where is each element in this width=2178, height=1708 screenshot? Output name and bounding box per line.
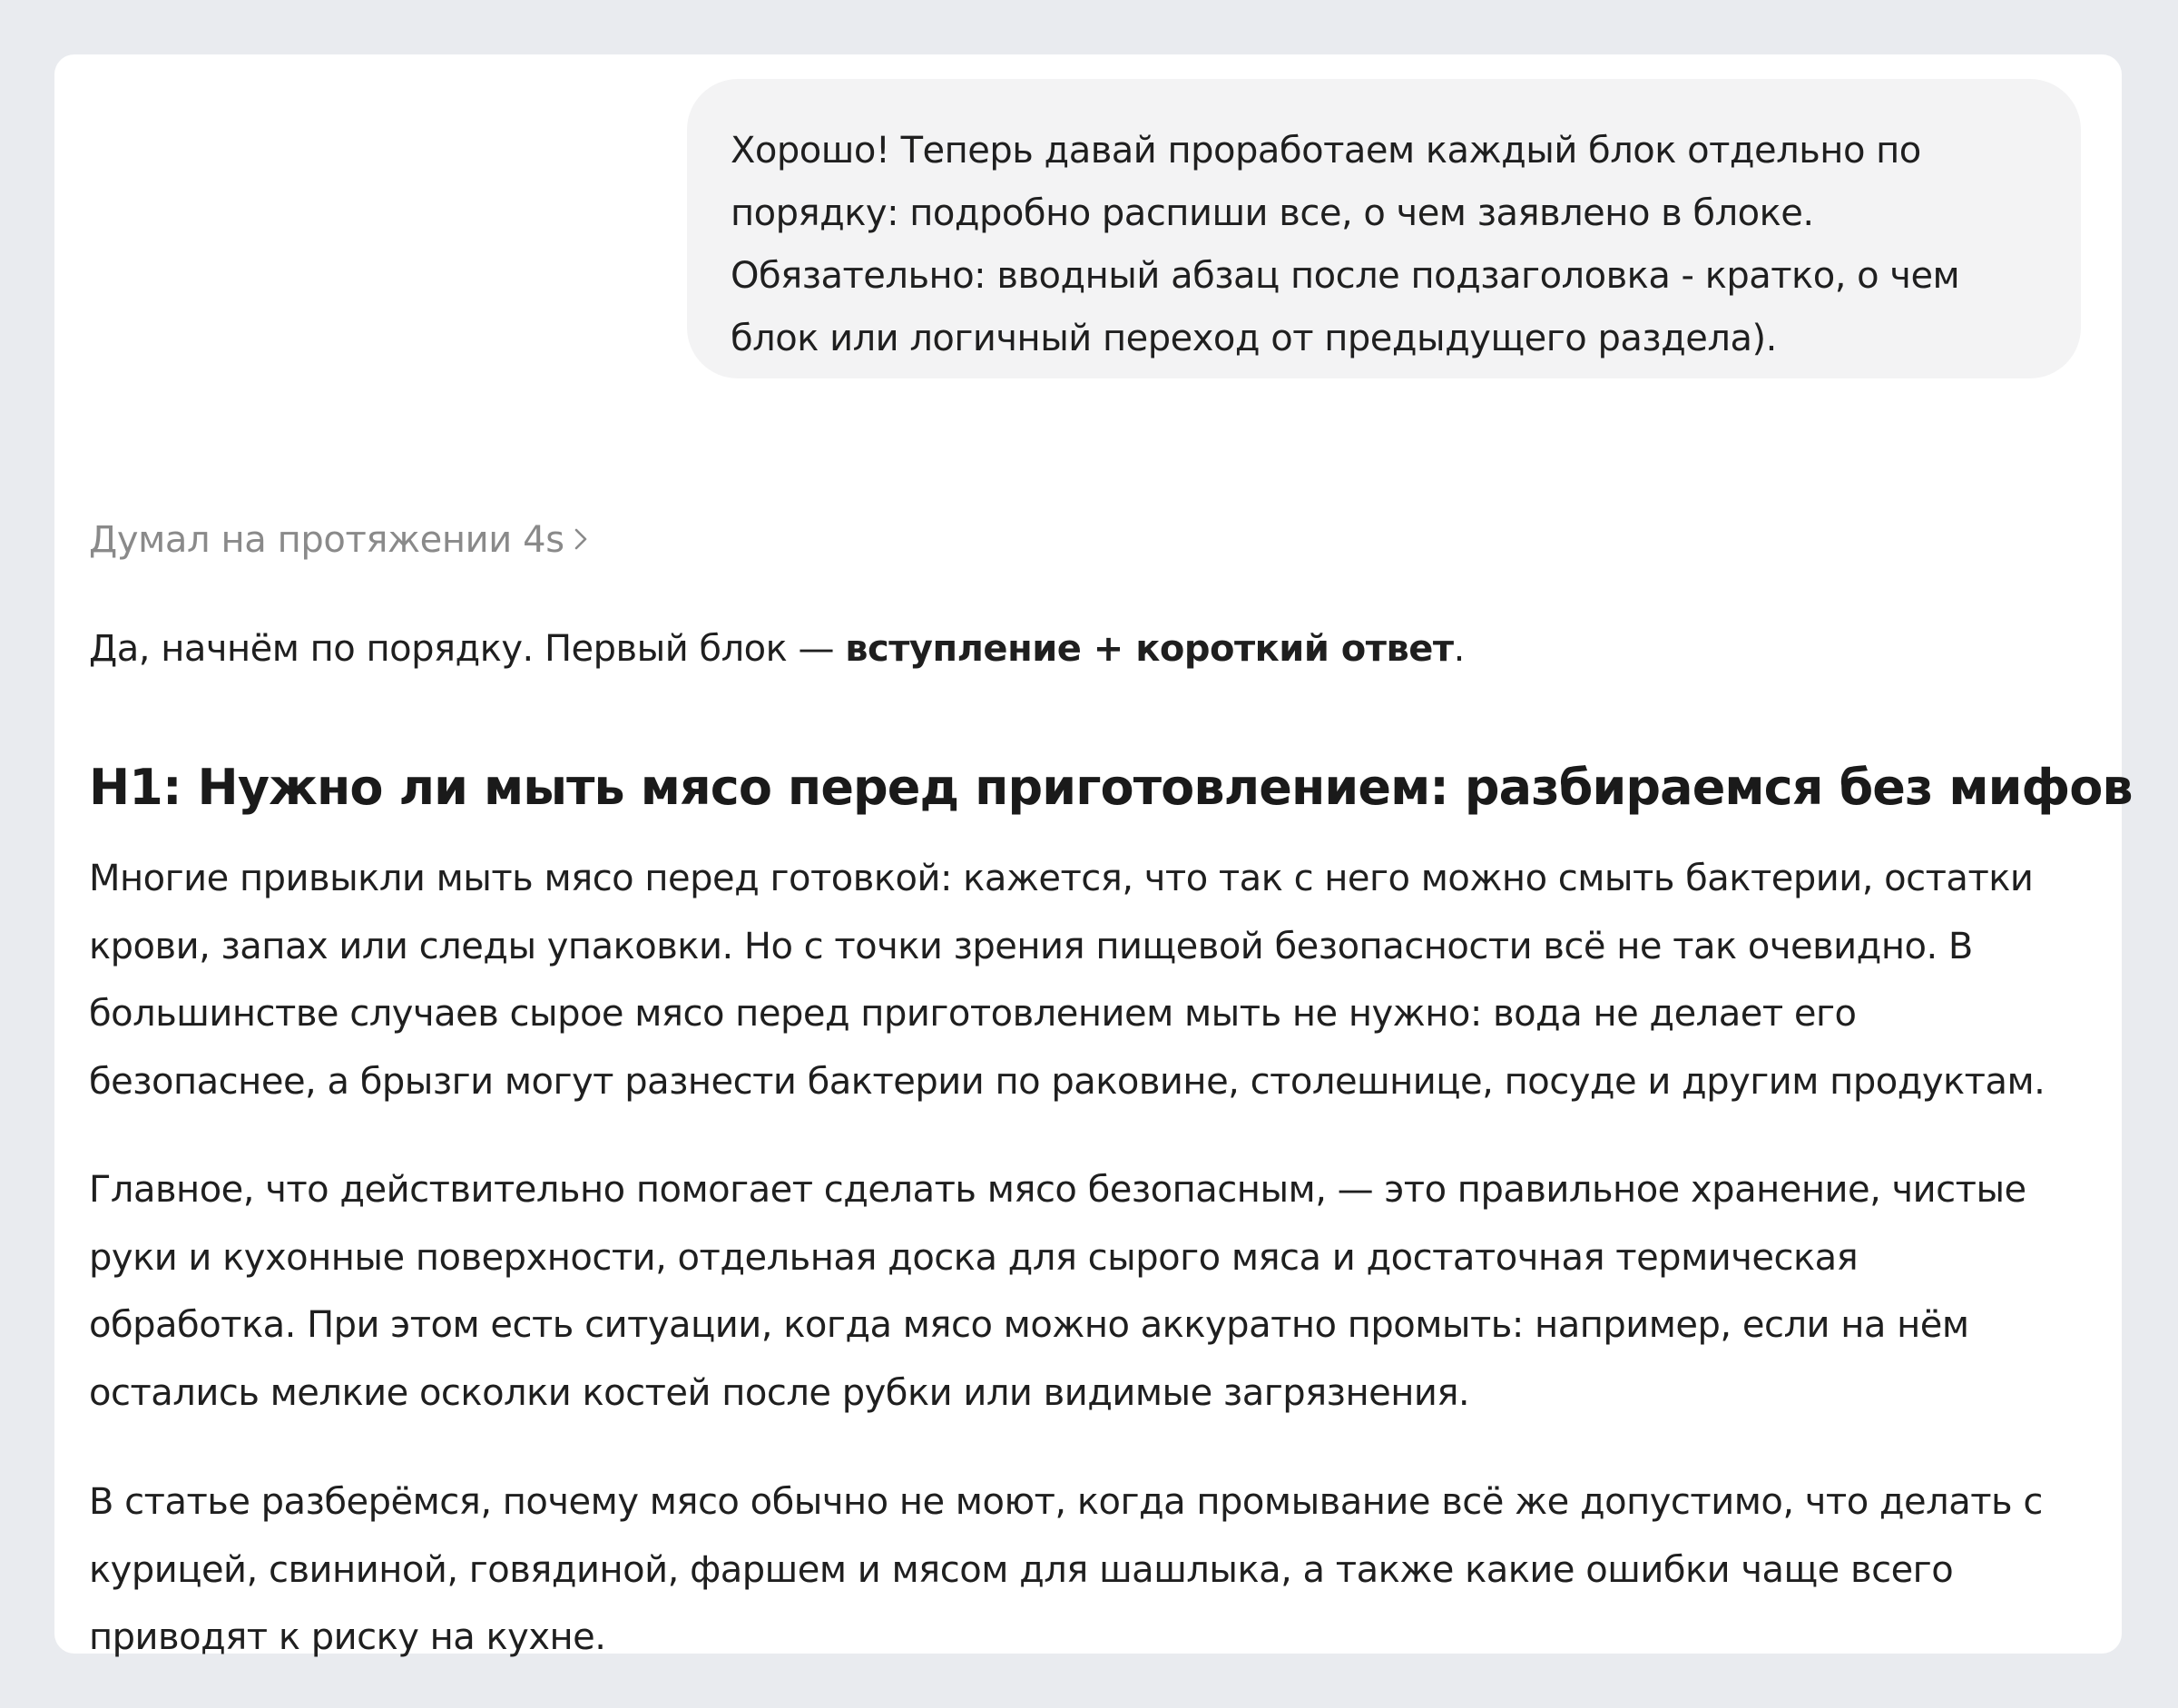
paragraph-line: курицей, свининой, говядиной, фаршем и мясом для шашлыка, а также какие ошибки чаще всего bbox=[89, 1548, 1954, 1591]
paragraph bbox=[89, 845, 2045, 1115]
user-message-line: блок или логичный переход от предыдущего раздела). bbox=[731, 318, 1777, 359]
paragraph bbox=[89, 1468, 2043, 1672]
paragraph-line: обработка. При этом есть ситуации, когда мясо можно аккуратно промыть: например, если на нём bbox=[89, 1304, 1969, 1346]
user-message-bubble bbox=[687, 79, 2081, 378]
paragraph-line: большинстве случаев сырое мясо перед приготовлением мыть не нужно: вода не делает его bbox=[89, 993, 1857, 1035]
paragraph-line: приводят к риску на кухне. bbox=[89, 1616, 606, 1658]
paragraph bbox=[89, 1156, 2026, 1427]
intro-text-end: . bbox=[1453, 628, 1465, 670]
thought-toggle[interactable] bbox=[89, 513, 588, 567]
intro-bold-text: вступление + короткий ответ bbox=[845, 628, 1454, 670]
chevron-right-icon bbox=[574, 527, 588, 551]
paragraph-line: Многие привыкли мыть мясо перед готовкой: кажется, что так с него можно смыть бактерии, остатки bbox=[89, 858, 2034, 899]
article-heading: H1: Нужно ли мыть мясо перед приготовлением: разбираемся без мифов bbox=[89, 759, 2133, 816]
assistant-intro bbox=[89, 622, 1465, 676]
thought-label: Думал на протяжении 4s bbox=[89, 519, 564, 561]
intro-text: Да, начнём по порядку. Первый блок — bbox=[89, 628, 846, 670]
paragraph-line: безопаснее, а брызги могут разнести бактерии по раковине, столешнице, посуде и другим продуктам. bbox=[89, 1060, 2046, 1103]
paragraph-line: остались мелкие осколки костей после рубки или видимые загрязнения. bbox=[89, 1371, 1470, 1414]
user-message-line: порядку: подробно распиши все, о чем заявлено в блоке. bbox=[731, 192, 1814, 234]
user-message-line: Хорошо! Теперь давай проработаем каждый блок отдельно по bbox=[731, 130, 1921, 172]
paragraph-line: Главное, что действительно помогает сделать мясо безопасным, — это правильное хранение, чистые bbox=[89, 1169, 2026, 1211]
paragraph-line: руки и кухонные поверхности, отдельная доска для сырого мяса и достаточная термическая bbox=[89, 1236, 1859, 1279]
paragraph-line: крови, запах или следы упаковки. Но с точки зрения пищевой безопасности всё не так очевидно. В bbox=[89, 925, 1973, 967]
user-message-line: Обязательно: вводный абзац после подзаголовка - кратко, о чем bbox=[731, 255, 1960, 297]
paragraph-line: В статье разберёмся, почему мясо обычно не моют, когда промывание всё же допустимо, что делать с bbox=[89, 1481, 2043, 1523]
chat-container bbox=[54, 54, 2133, 1658]
